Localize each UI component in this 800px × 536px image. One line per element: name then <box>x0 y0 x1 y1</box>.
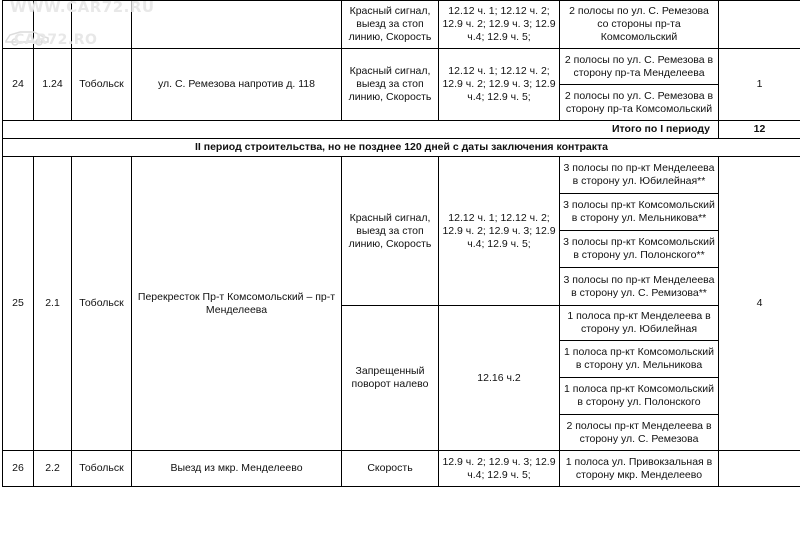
cell-code: 1.24 <box>34 49 72 121</box>
cell-lanes: 1 полоса ул. Привокзальная в сторону мкр. Менделеево <box>560 451 719 487</box>
cell-count: 1 <box>719 49 800 121</box>
cell-city: Тобольск <box>72 49 132 121</box>
total-value: 12 <box>719 121 800 139</box>
cell-location <box>132 1 342 49</box>
cell-lanes: 2 полосы по ул. С. Ремезова в сторону пр-та Менделеева <box>560 49 719 85</box>
cell-articles: 12.9 ч. 2; 12.9 ч. 3; 12.9 ч.4; 12.9 ч. 5; <box>439 451 560 487</box>
cell-lanes: 3 полосы по пр-кт Менделеева в сторону ул. Юбилейная** <box>560 157 719 194</box>
cell-location: ул. С. Ремезова напротив д. 118 <box>132 49 342 121</box>
cell-violation: Запрещенный поворот налево <box>342 306 439 451</box>
cell-num: 25 <box>3 157 34 451</box>
cell-articles: 12.12 ч. 1; 12.12 ч. 2; 12.9 ч. 2; 12.9 ч. 3; 12.9 ч.4; 12.9 ч. 5; <box>439 157 560 306</box>
table-row <box>3 49 800 85</box>
cell-lanes: 1 полоса пр-кт Комсомольский в сторону ул. Мельникова <box>560 341 719 378</box>
cell-code: 2.1 <box>34 157 72 451</box>
cell-lanes: 2 полосы пр-кт Менделеева в сторону ул. С. Ремезова <box>560 415 719 451</box>
cell-count: 4 <box>719 157 800 451</box>
table-row <box>3 157 800 194</box>
cell-violation: Скорость <box>342 451 439 487</box>
cell-city: Тобольск <box>72 157 132 451</box>
period-header-row <box>3 139 800 157</box>
cell-count <box>719 1 800 49</box>
cell-lanes: 1 полоса пр-кт Менделеева в сторону ул. Юбилейная <box>560 306 719 341</box>
watermark-logo: CAR72.RO <box>14 32 98 48</box>
cell-count <box>719 451 800 487</box>
cell-articles: 12.12 ч. 1; 12.12 ч. 2; 12.9 ч. 2; 12.9 ч. 3; 12.9 ч.4; 12.9 ч. 5; <box>439 1 560 49</box>
cell-articles: 12.12 ч. 1; 12.12 ч. 2; 12.9 ч. 2; 12.9 ч. 3; 12.9 ч.4; 12.9 ч. 5; <box>439 49 560 121</box>
cell-lanes: 3 полосы пр-кт Комсомольский в сторону ул. Мельникова** <box>560 194 719 231</box>
cell-location: Выезд из мкр. Менделеево <box>132 451 342 487</box>
cell-lanes: 2 полосы по ул. С. Ремезова со стороны пр-та Комсомольский <box>560 1 719 49</box>
table-row <box>3 451 800 487</box>
cell-num: 26 <box>3 451 34 487</box>
cell-lanes: 2 полосы по ул. С. Ремезова в сторону пр-та Комсомольский <box>560 85 719 121</box>
cell-lanes: 1 полоса пр-кт Комсомольский в сторону ул. Полонского <box>560 378 719 415</box>
cell-location: Перекресток Пр-т Комсомольский – пр-т Менделеева <box>132 157 342 451</box>
cell-lanes: 3 полосы по пр-кт Менделеева в сторону ул. С. Ремизова** <box>560 268 719 306</box>
camera-table <box>2 0 800 487</box>
cell-city: Тобольск <box>72 451 132 487</box>
period-header: II период строительства, но не позднее 120 дней с даты заключения контракта <box>3 139 800 157</box>
total-row <box>3 121 800 139</box>
cell-code: 2.2 <box>34 451 72 487</box>
cell-violation: Красный сигнал, выезд за стоп линию, Скорость <box>342 1 439 49</box>
cell-num: 24 <box>3 49 34 121</box>
cell-articles: 12.16 ч.2 <box>439 306 560 451</box>
cell-violation: Красный сигнал, выезд за стоп линию, Скорость <box>342 157 439 306</box>
watermark-url: WWW.CAR72.RU <box>10 0 155 16</box>
total-label: Итого по I периоду <box>3 121 719 139</box>
cell-lanes: 3 полосы пр-кт Комсомольский в сторону ул. Полонского** <box>560 231 719 268</box>
cell-violation: Красный сигнал, выезд за стоп линию, Скорость <box>342 49 439 121</box>
